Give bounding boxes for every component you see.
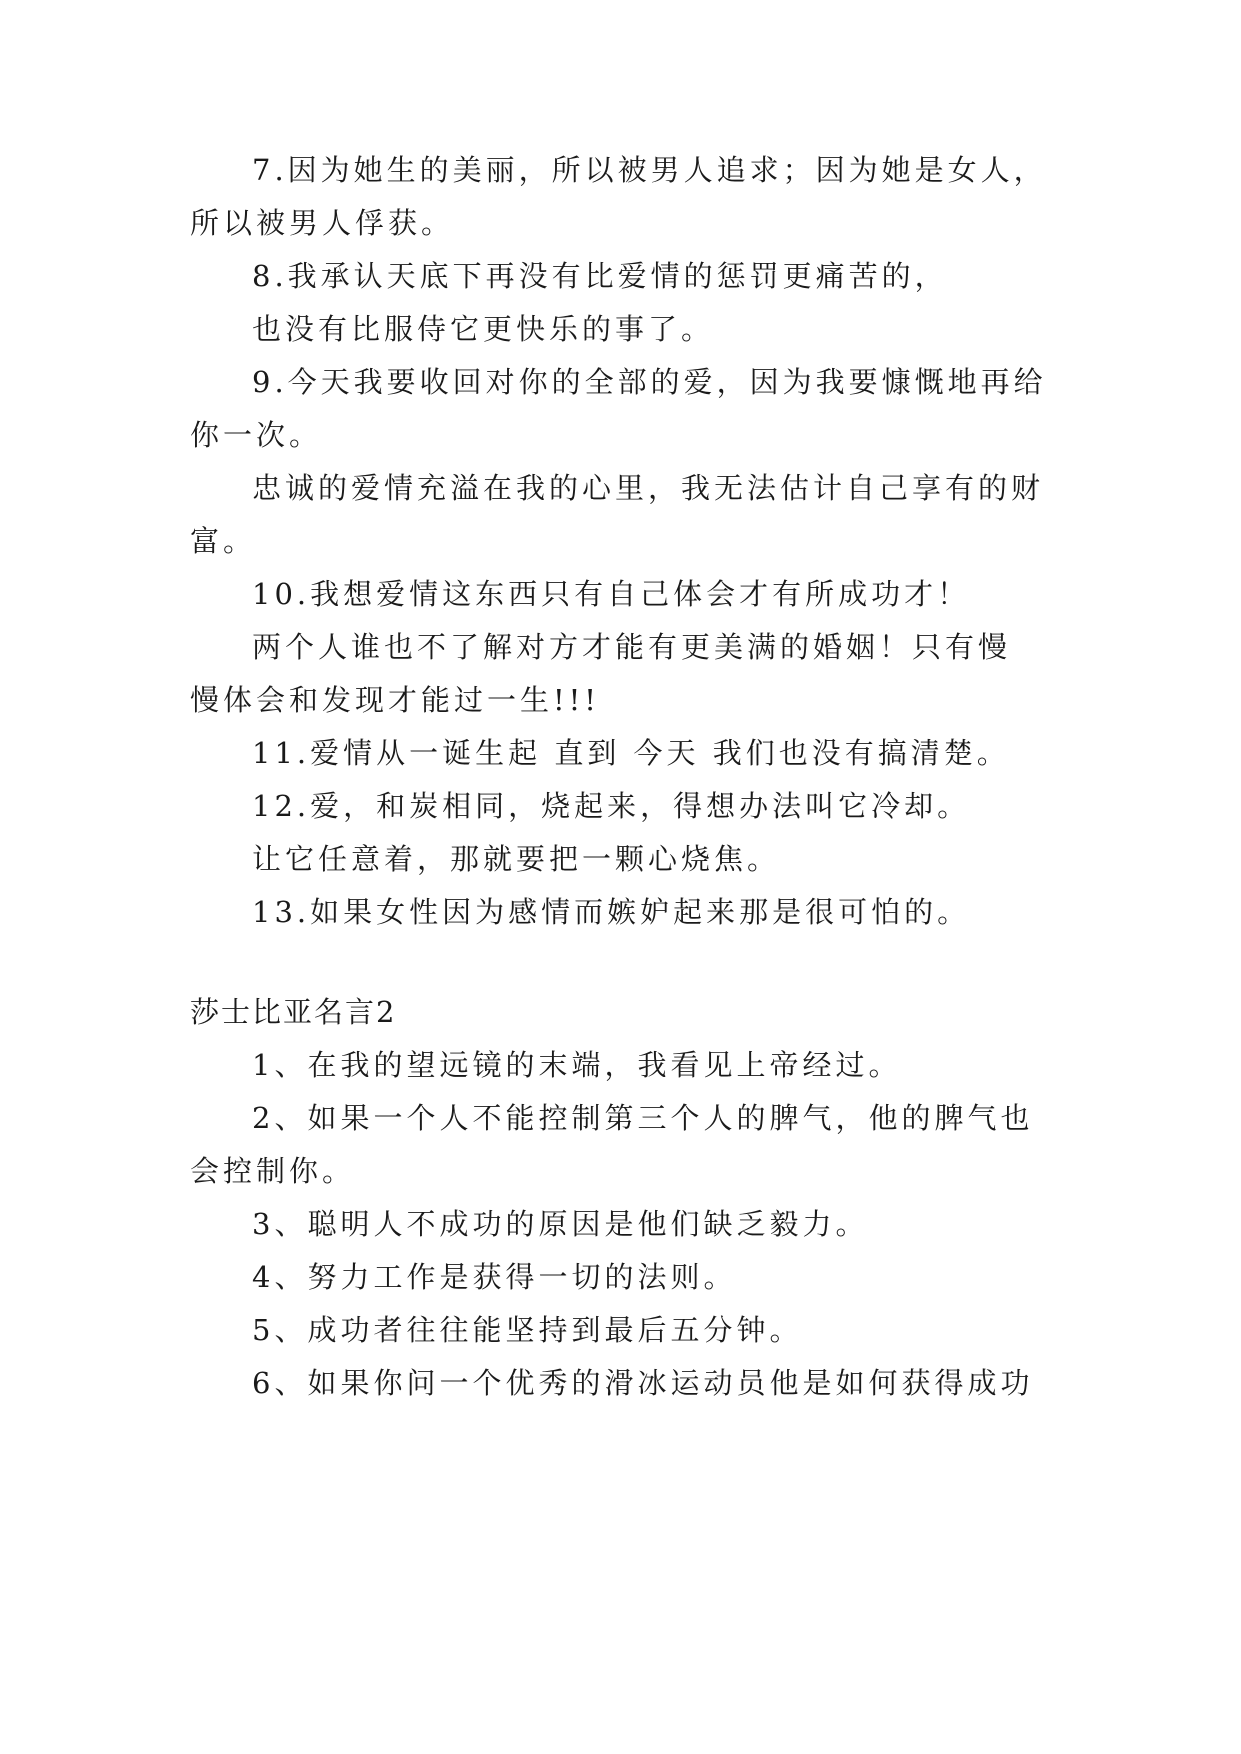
quote-2-5: 5、成功者往往能坚持到最后五分钟。 <box>252 1313 803 1347</box>
quote-2-1: 1、在我的望远镜的末端，我看见上帝经过。 <box>252 1048 902 1082</box>
quote-10b-line-1: 两个人谁也不了解对方才能有更美满的婚姻！只有慢 <box>252 630 1012 664</box>
quote-12-line-2: 让它任意着，那就要把一颗心烧焦。 <box>252 842 781 876</box>
quote-9-line-2: 你一次。 <box>190 418 323 452</box>
quote-2-6: 6、如果你问一个优秀的滑冰运动员他是如何获得成功 <box>252 1366 1034 1400</box>
quote-8-line-1: 8.我承认天底下再没有比爱情的惩罚更痛苦的， <box>252 259 948 293</box>
quote-2-2-line-2: 会控制你。 <box>190 1154 356 1188</box>
quote-2-4: 4、努力工作是获得一切的法则。 <box>252 1260 737 1294</box>
quote-12-line-1: 12.爱，和炭相同，烧起来，得想办法叫它冷却。 <box>252 789 971 823</box>
quote-13: 13.如果女性因为感情而嫉妒起来那是很可怕的。 <box>252 895 971 929</box>
quote-9-line-1: 9.今天我要收回对你的全部的爱，因为我要慷慨地再给 <box>252 365 1047 399</box>
quote-10-line-1: 10.我想爱情这东西只有自己体会才有所成功才！ <box>252 577 971 611</box>
section-title: 莎士比亚名言2 <box>190 995 397 1029</box>
quote-8-line-2: 也没有比服侍它更快乐的事了。 <box>252 312 715 346</box>
quote-9b-line-2: 富。 <box>190 524 257 558</box>
quote-7-line-1: 7.因为她生的美丽，所以被男人追求；因为她是女人， <box>252 153 1047 187</box>
quote-2-2-line-1: 2、如果一个人不能控制第三个人的脾气，他的脾气也 <box>252 1101 1034 1135</box>
quote-9b-line-1: 忠诚的爱情充溢在我的心里，我无法估计自己享有的财 <box>252 471 1045 505</box>
quote-7-line-2: 所以被男人俘获。 <box>190 206 455 240</box>
quote-11: 11.爱情从一诞生起 直到 今天 我们也没有搞清楚。 <box>252 736 1010 770</box>
quote-10b-line-2: 慢体会和发现才能过一生!!! <box>190 683 600 717</box>
quote-2-3: 3、聪明人不成功的原因是他们缺乏毅力。 <box>252 1207 869 1241</box>
